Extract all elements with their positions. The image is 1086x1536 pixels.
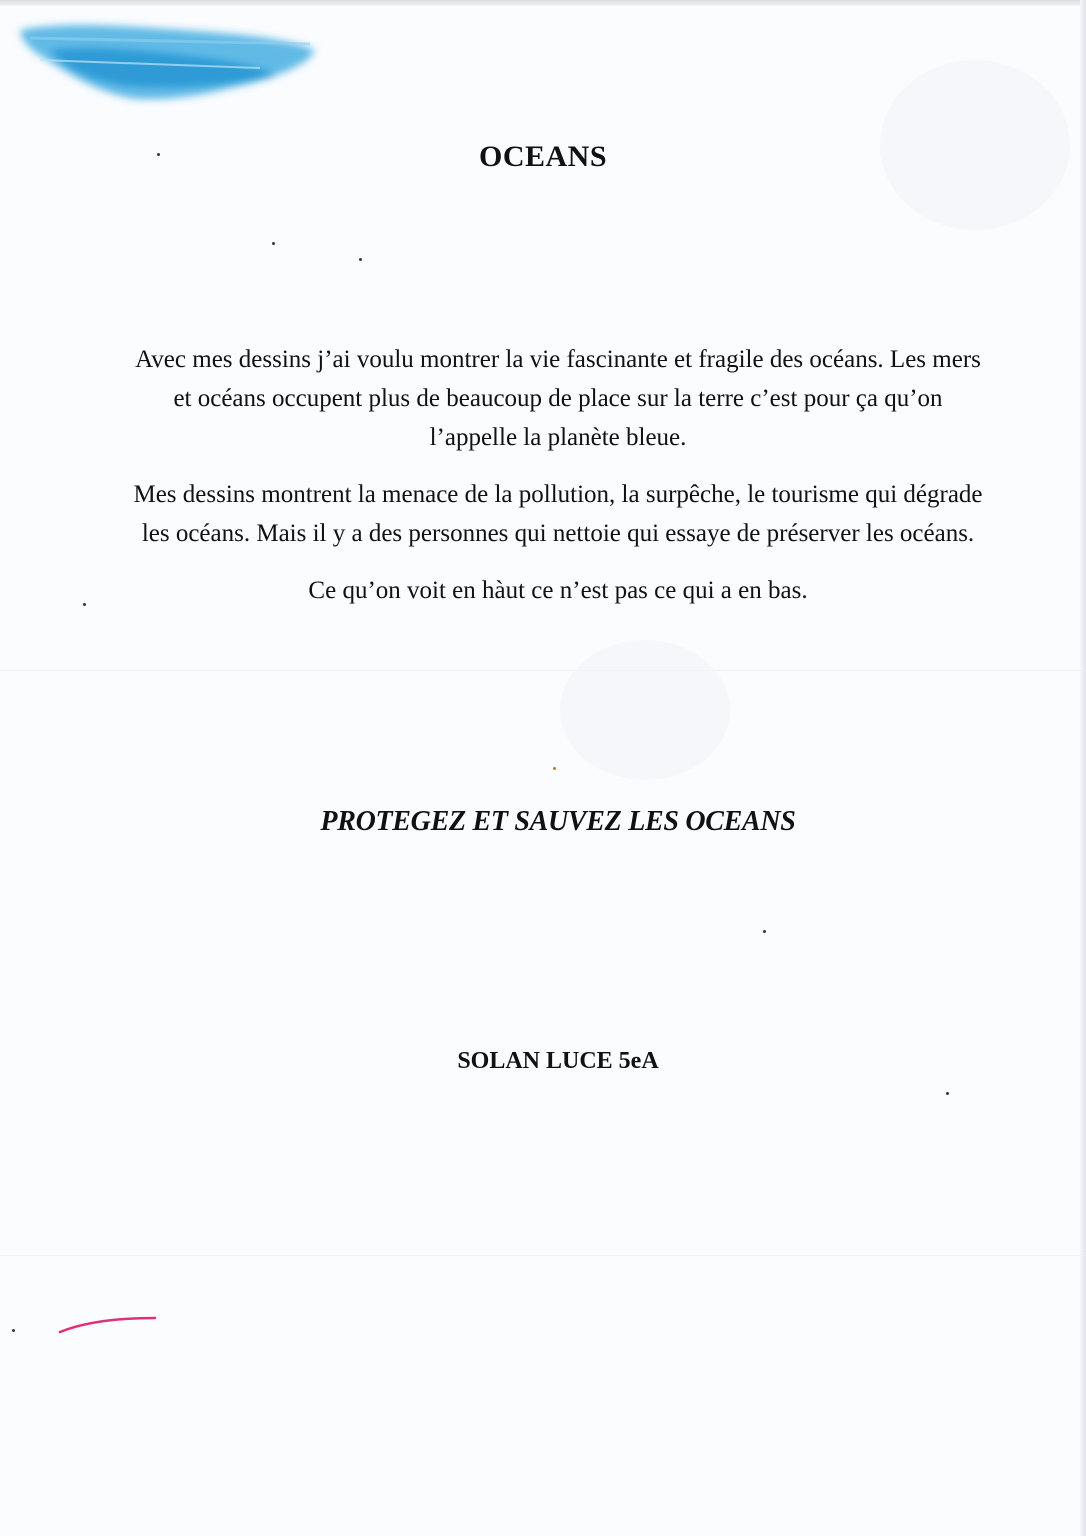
dust-speck bbox=[359, 258, 362, 261]
dust-speck bbox=[272, 242, 275, 245]
author-signature: SOLAN LUCE 5eA bbox=[457, 1048, 659, 1074]
dust-speck bbox=[763, 930, 766, 933]
body-text bbox=[130, 340, 986, 628]
pink-ink-stroke bbox=[55, 1310, 160, 1340]
dust-speck bbox=[12, 1329, 15, 1332]
show-through-blob bbox=[560, 640, 730, 780]
dust-speck bbox=[553, 767, 556, 770]
paragraph: Mes dessins montrent la menace de la pollution, la surpêche, le tourisme qui dégrade les océans. Mais il y a des personnes qui nettoie qui essaye de préserver les océans. bbox=[133, 481, 983, 547]
paragraph: Avec mes dessins j’ai voulu montrer la vie fascinante et fragile des océans. Les mers et océans occupent plus de beaucoup de place sur la terre c’est pour ça qu’on l’appelle la planète bleue. bbox=[135, 346, 981, 451]
dust-speck bbox=[83, 603, 86, 606]
page-title: OCEANS bbox=[478, 140, 608, 173]
scan-top-edge bbox=[0, 0, 1086, 6]
show-through-line bbox=[0, 1255, 1086, 1256]
paragraph: Ce qu’on voit en hàut ce n’est pas ce qui a en bas. bbox=[308, 577, 808, 604]
slogan: PROTEGEZ ET SAUVEZ LES OCEANS bbox=[320, 806, 796, 837]
dust-speck bbox=[946, 1092, 949, 1095]
scan-right-edge bbox=[1080, 0, 1086, 1536]
blue-paint-stain bbox=[10, 10, 330, 120]
show-through-line bbox=[0, 670, 1086, 671]
